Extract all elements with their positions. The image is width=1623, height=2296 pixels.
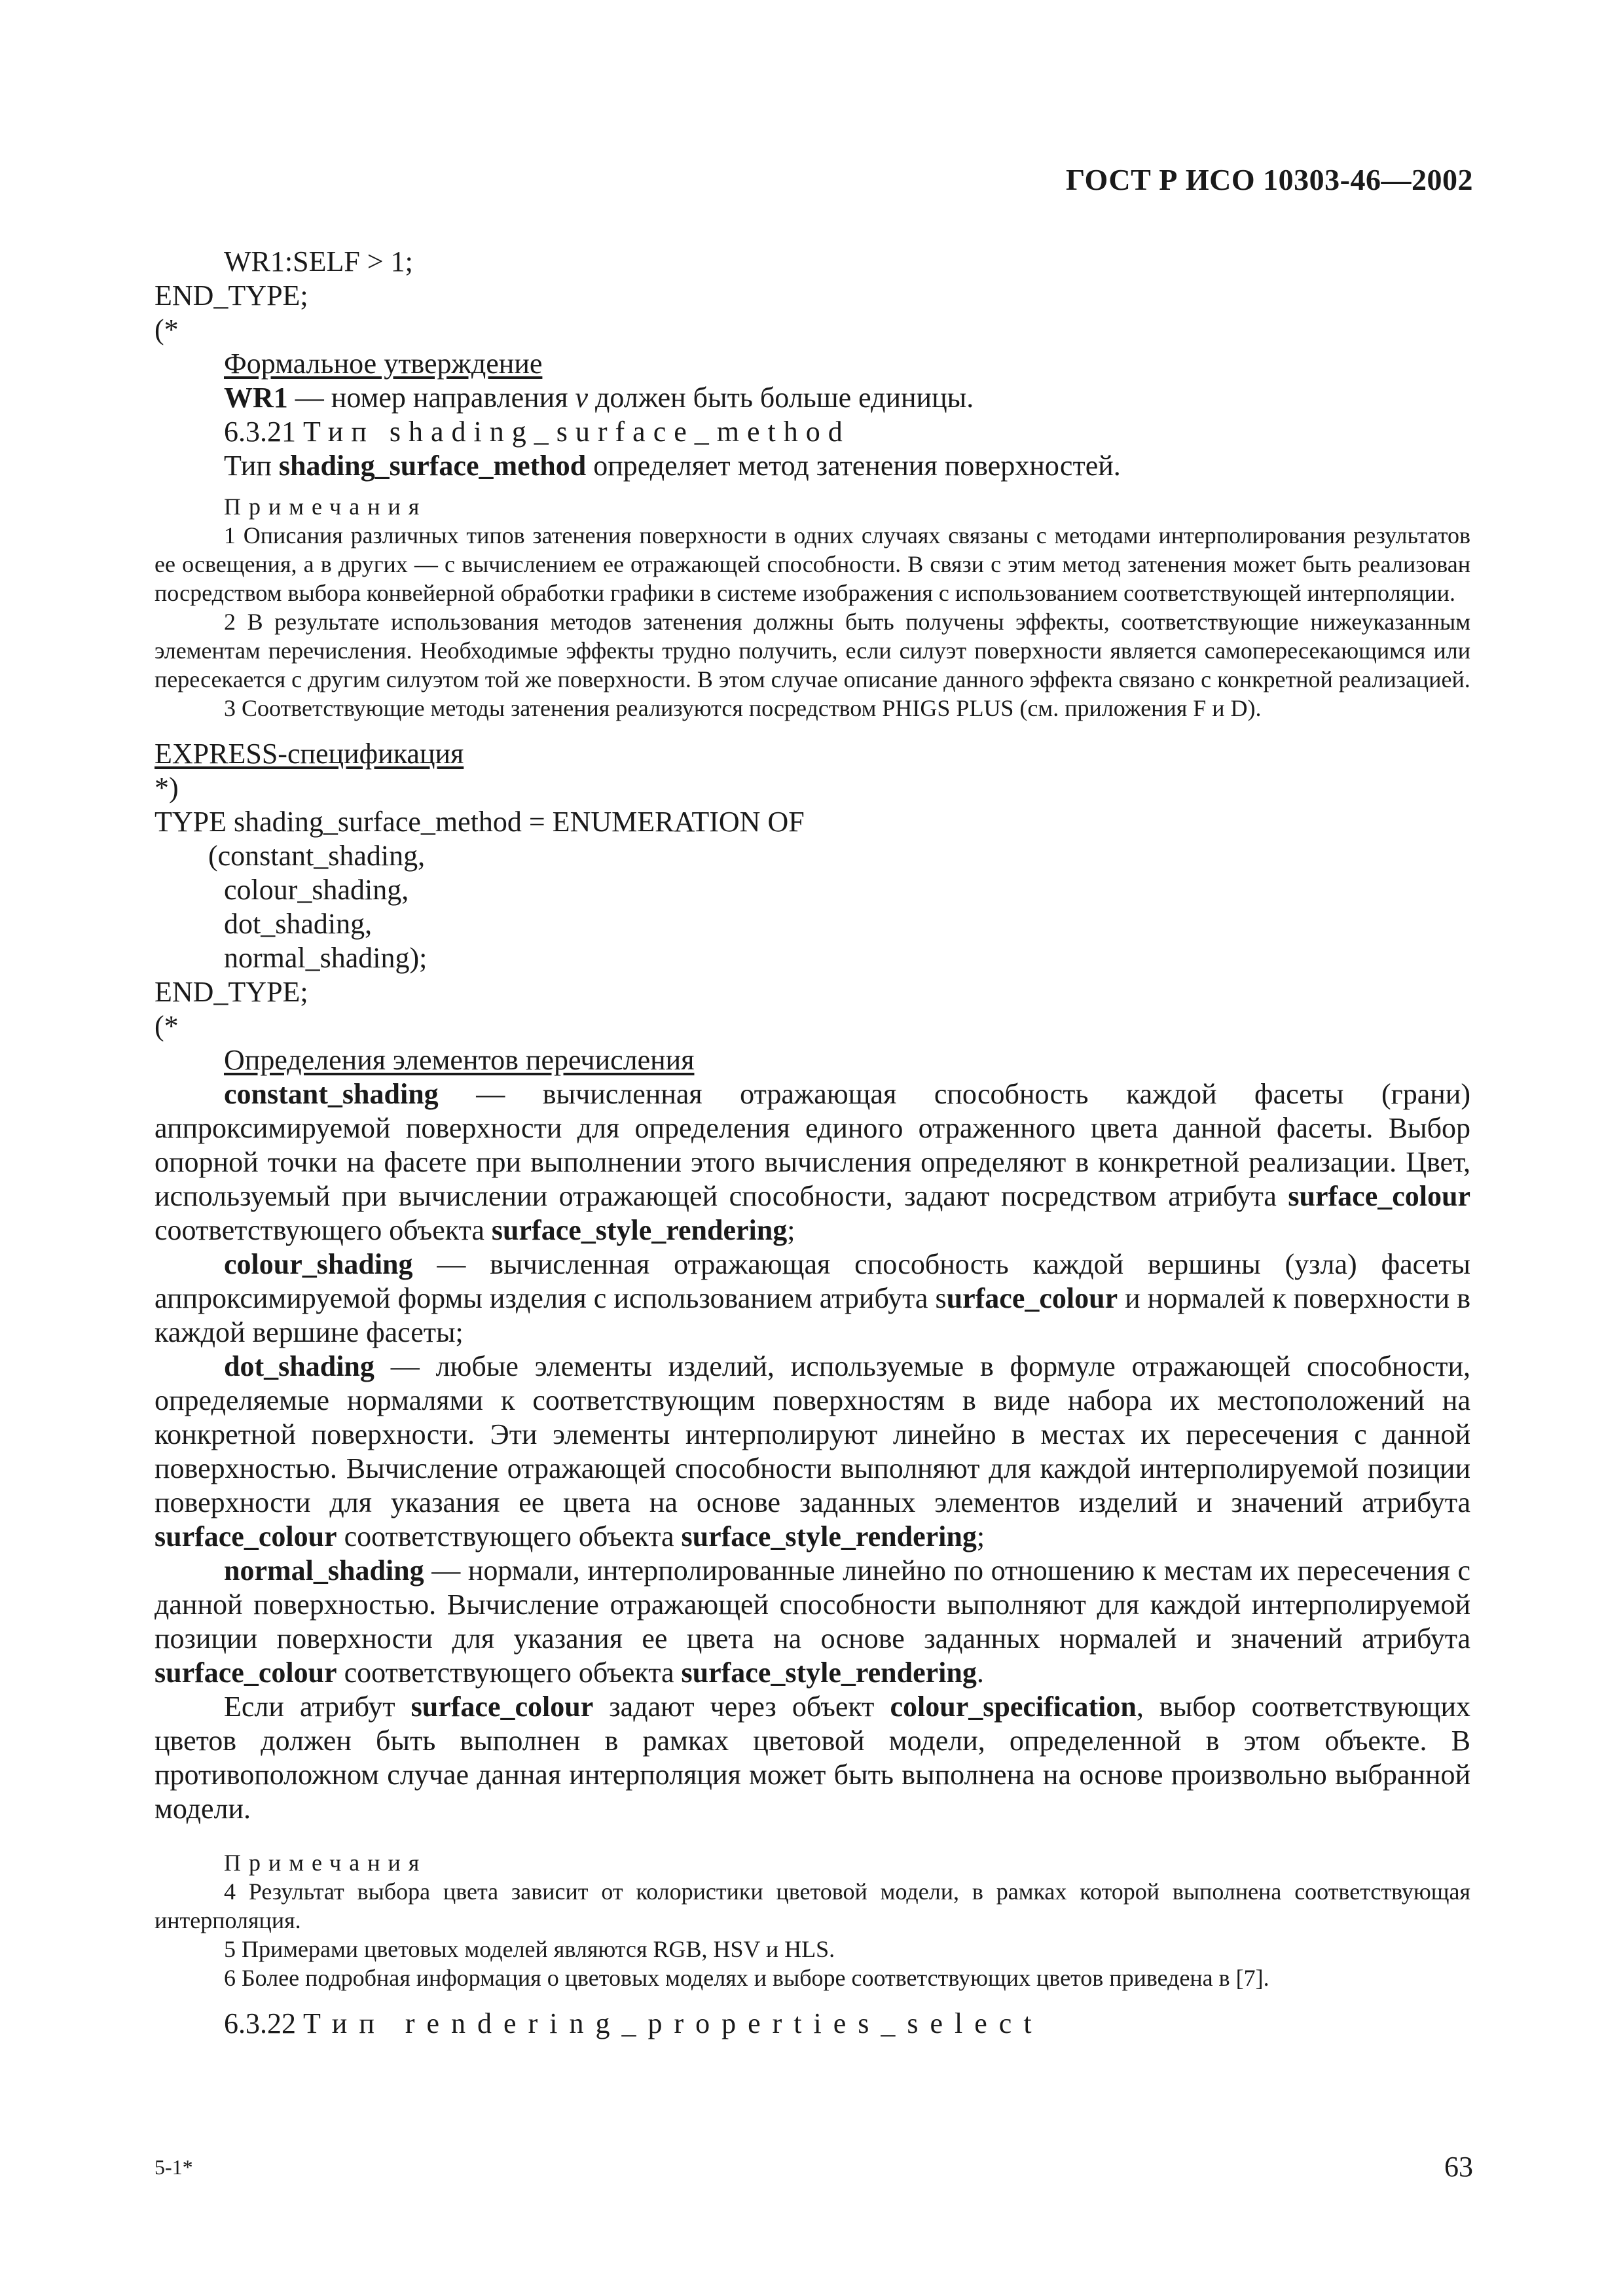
- definition-dot-shading: dot_shading — любые элементы изделий, используемые в формуле отражающей способности, определяемые нормалями к соответствующим поверхностям в виде набора их местоположений на конкретной поверхности. Эти элементы интерполируют линейно в местах их пересечения с данной поверхностью. Вычисление отражающей способности выполняют для каждой интерполируемой позиции поверхности для указания ее цвета на основе заданных элементов изделий и значений атрибута surface_colour соответствующего объекта surface_style_rendering;: [155, 1350, 1470, 1552]
- express-heading: EXPRESS-спецификация: [155, 738, 464, 770]
- type-definition: Тип shading_surface_method определяет метод затенения поверхностей.: [224, 450, 1121, 482]
- code-line: dot_shading,: [224, 908, 373, 940]
- footer-signature: 5-1*: [155, 2155, 193, 2179]
- code-line: END_TYPE;: [155, 279, 308, 312]
- code-line: (*: [155, 1010, 179, 1042]
- definition-colour-shading: colour_shading — вычисленная отражающая способность каждой вершины (узла) фасеты аппроксимируемой формы изделия с использованием атрибута surface_colour и нормалей к поверхности в каждой вершине фасеты;: [155, 1248, 1470, 1348]
- section-heading-6-3-21: 6.3.21 Тип shading_surface_method: [224, 416, 850, 448]
- notes-heading: Примечания: [224, 493, 428, 520]
- note-1: 1 Описания различных типов затенения поверхности в одних случаях связаны с методами интерполирования результатов ее освещения, а в других — с вычислением ее отражающей способности. В связи с этим метод затенения может быть реализован посредством выбора конвейерной обработки графики в системе изображения с использованием соответствующей интерполяции.: [155, 522, 1470, 606]
- section-heading-6-3-22: 6.3.22 Тип rendering_properties_select: [224, 2007, 1044, 2039]
- definition-constant-shading: constant_shading — вычисленная отражающая способность каждой фасеты (грани) аппроксимируемой поверхности для определения единого отраженного цвета данной фасеты. Выбор опорной точки на фасете при выполнении этого вычисления определяют в конкретной реализации. Цвет, используемый при вычислении отражающей способности, задают посредством атрибута surface_colour соответствующего объекта surface_style_rendering;: [155, 1078, 1470, 1246]
- page-body: [155, 245, 1470, 2041]
- page-number: 63: [1444, 2151, 1473, 2183]
- note-6: 6 Более подробная информация о цветовых моделях и выборе соответствующих цветов приведена в [7].: [224, 1965, 1269, 1991]
- note-3: 3 Соответствующие методы затенения реализуются посредством PHIGS PLUS (см. приложения F и D).: [224, 695, 1262, 721]
- note-4: 4 Результат выбора цвета зависит от колористики цветовой модели, в рамках которой выполнена соответствующая интерполяция.: [155, 1878, 1470, 1933]
- note-5: 5 Примерами цветовых моделей являются RGB, HSV и HLS.: [224, 1936, 835, 1962]
- code-line: END_TYPE;: [155, 976, 308, 1008]
- code-line: (constant_shading,: [208, 840, 426, 872]
- code-line: colour_shading,: [224, 874, 409, 906]
- definitions-heading: Определения элементов перечисления: [224, 1044, 695, 1076]
- formal-heading: Формальное утверждение: [224, 348, 543, 380]
- formal-rule: WR1 — номер направления v должен быть больше единицы.: [224, 382, 974, 414]
- page-header-title: ГОСТ Р ИСО 10303-46—2002: [1065, 163, 1473, 196]
- notes-heading: Примечания: [224, 1850, 428, 1876]
- colour-specification-paragraph: Если атрибут surface_colour задают через объект colour_specification, выбор соответствующих цветов должен быть выполнен в рамках цветовой модели, определенной в этом объекте. В противоположном случае данная интерполяция может быть выполнена на основе произвольно выбранной модели.: [155, 1691, 1470, 1825]
- note-2: 2 В результате использования методов затенения должны быть получены эффекты, соответствующие нижеуказанным элементам перечисления. Необходимые эффекты трудно получить, если силуэт поверхности является самопересекающимся или пересекается с другим силуэтом той же поверхности. В этом случае описание данного эффекта связано с конкретной реализацией.: [155, 609, 1470, 692]
- code-line: WR1:SELF > 1;: [224, 245, 413, 278]
- code-line: normal_shading);: [224, 942, 428, 974]
- definition-normal-shading: normal_shading — нормали, интерполированные линейно по отношению к местам их пересечения с данной поверхностью. Вычисление отражающей способности выполняют для каждой интерполируемой позиции поверхности для указания ее цвета на основе заданных нормалей и значений атрибута surface_colour соответствующего объекта surface_style_rendering.: [155, 1554, 1470, 1689]
- code-line: TYPE shading_surface_method = ENUMERATION OF: [155, 806, 805, 838]
- code-line: *): [155, 772, 179, 804]
- code-line: (*: [155, 314, 179, 346]
